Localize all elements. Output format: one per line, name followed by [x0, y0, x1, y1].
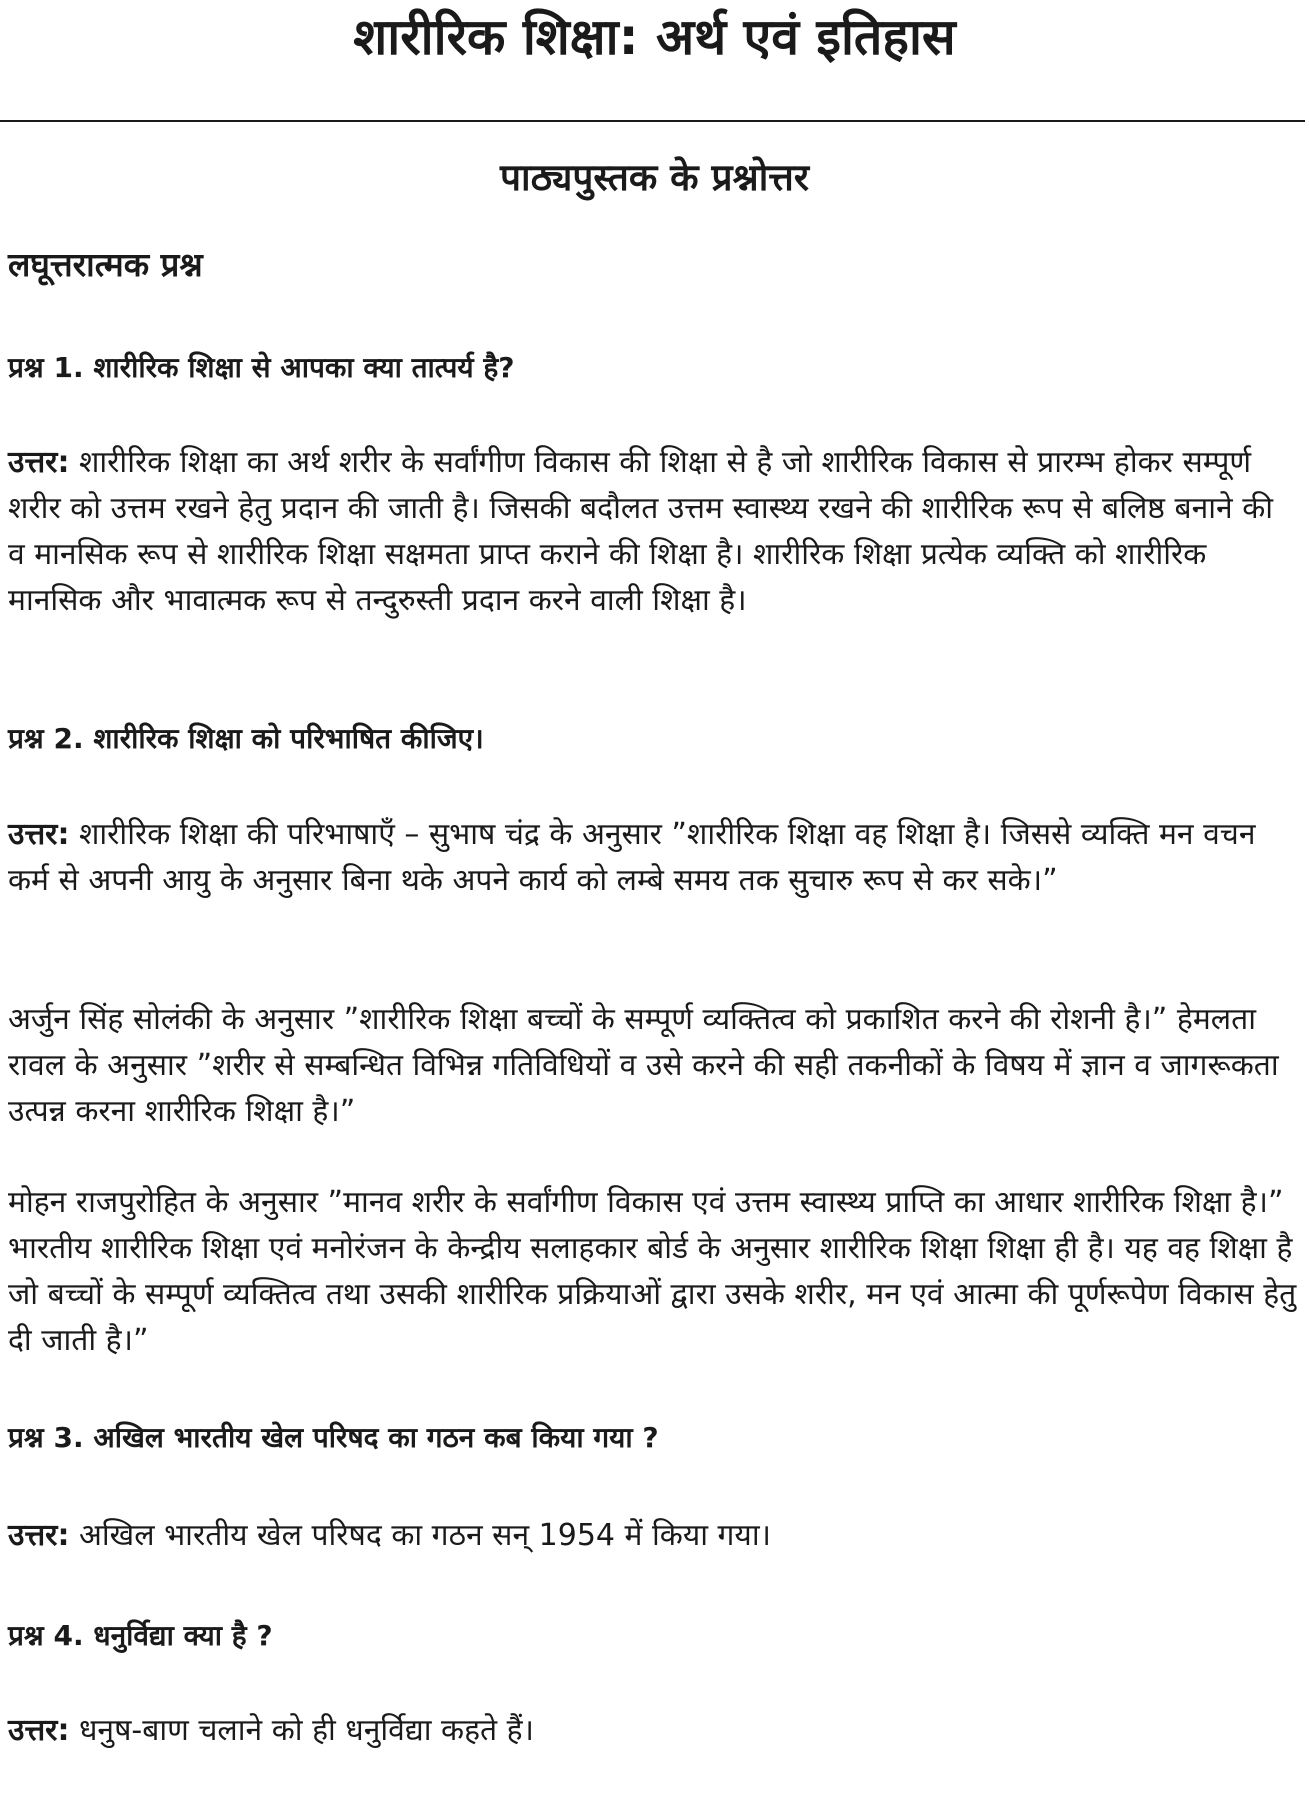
answer-1-text: शारीरिक शिक्षा का अर्थ शरीर के सर्वांगीण विकास की शिक्षा से है जो शारीरिक विकास से प्रारम्भ होकर सम्पूर्ण शरीर को उत्तम रखने हेतु प्रदान की जाती है। जिसकी बदौलत उत्तम स्वास्थ्य रखने की शारीरिक रूप से बलिष्ठ बनाने की व मानसिक रूप से शारीरिक शिक्षा सक्षमता प्राप्त कराने की शिक्षा है। शारीरिक शिक्षा प्रत्येक व्यक्ति को शारीरिक मानसिक और भावात्मक रूप से तन्दुरुस्ती प्रदान करने वाली शिक्षा है।	[8, 445, 1274, 618]
question-4: प्रश्न 4. धनुर्विद्या क्या है ?	[8, 1619, 273, 1652]
question-2: प्रश्न 2. शारीरिक शिक्षा को परिभाषित कीजिए।	[8, 722, 484, 755]
answer-2-text: शारीरिक शिक्षा की परिभाषाएँ – सुभाष चंद्र के अनुसार ”शारीरिक शिक्षा वह शिक्षा है। जिससे व्यक्ति मन वचन कर्म से अपनी आयु के अनुसार बिना थके अपने कार्य को लम्बे समय तक सुचारु रूप से कर सके।”	[8, 817, 1256, 898]
answer-2-paragraph-3: मोहन राजपुरोहित के अनुसार ”मानव शरीर के सर्वांगीण विकास एवं उत्तम स्वास्थ्य प्राप्ति का आधार शारीरिक शिक्षा है।” भारतीय शारीरिक शिक्षा एवं मनोरंजन के केन्द्रीय सलाहकार बोर्ड के अनुसार शारीरिक शिक्षा शिक्षा ही है। यह वह शिक्षा है जो बच्चों के सम्पूर्ण व्यक्तित्व तथा उसकी शारीरिक प्रक्रियाओं द्वारा उसके शरीर, मन एवं आत्मा की पूर्णरूपेण विकास हेतु दी जाती है।”	[8, 1185, 1297, 1358]
answer-3	[8, 1513, 1298, 1559]
answer-4-text: धनुष-बाण चलाने को ही धनुर्विद्या कहते हैं।	[78, 1713, 534, 1748]
answer-label: उत्तर:	[8, 445, 70, 480]
question-type-heading: लघूत्तरात्मक प्रश्न	[8, 245, 203, 284]
answer-3-text: अखिल भारतीय खेल परिषद का गठन सन् 1954 में किया गया।	[78, 1518, 771, 1553]
answer-label: उत्तर:	[8, 1518, 70, 1553]
answer-4	[8, 1708, 1298, 1754]
title-divider	[0, 120, 1305, 122]
question-1: प्रश्न 1. शारीरिक शिक्षा से आपका क्या तात्पर्य है?	[8, 351, 515, 384]
question-3: प्रश्न 3. अखिल भारतीय खेल परिषद का गठन कब किया गया ?	[8, 1421, 659, 1454]
page-title: शारीरिक शिक्षा: अर्थ एवं इतिहास	[353, 8, 956, 66]
answer-1	[8, 440, 1298, 624]
answer-2	[8, 812, 1298, 904]
answer-2-paragraph-2: अर्जुन सिंह सोलंकी के अनुसार ”शारीरिक शिक्षा बच्चों के सम्पूर्ण व्यक्तित्व को प्रकाशित करने की रोशनी है।” हेमलता रावल के अनुसार ”शरीर से सम्बन्धित विभिन्न गतिविधियों व उसे करने की सही तकनीकों के विषय में ज्ञान व जागरूकता उत्पन्न करना शारीरिक शिक्षा है।”	[8, 1002, 1279, 1129]
section-subtitle: पाठ्यपुस्तक के प्रश्नोत्तर	[500, 156, 809, 199]
answer-label: उत्तर:	[8, 1713, 70, 1748]
answer-label: उत्तर:	[8, 817, 70, 852]
